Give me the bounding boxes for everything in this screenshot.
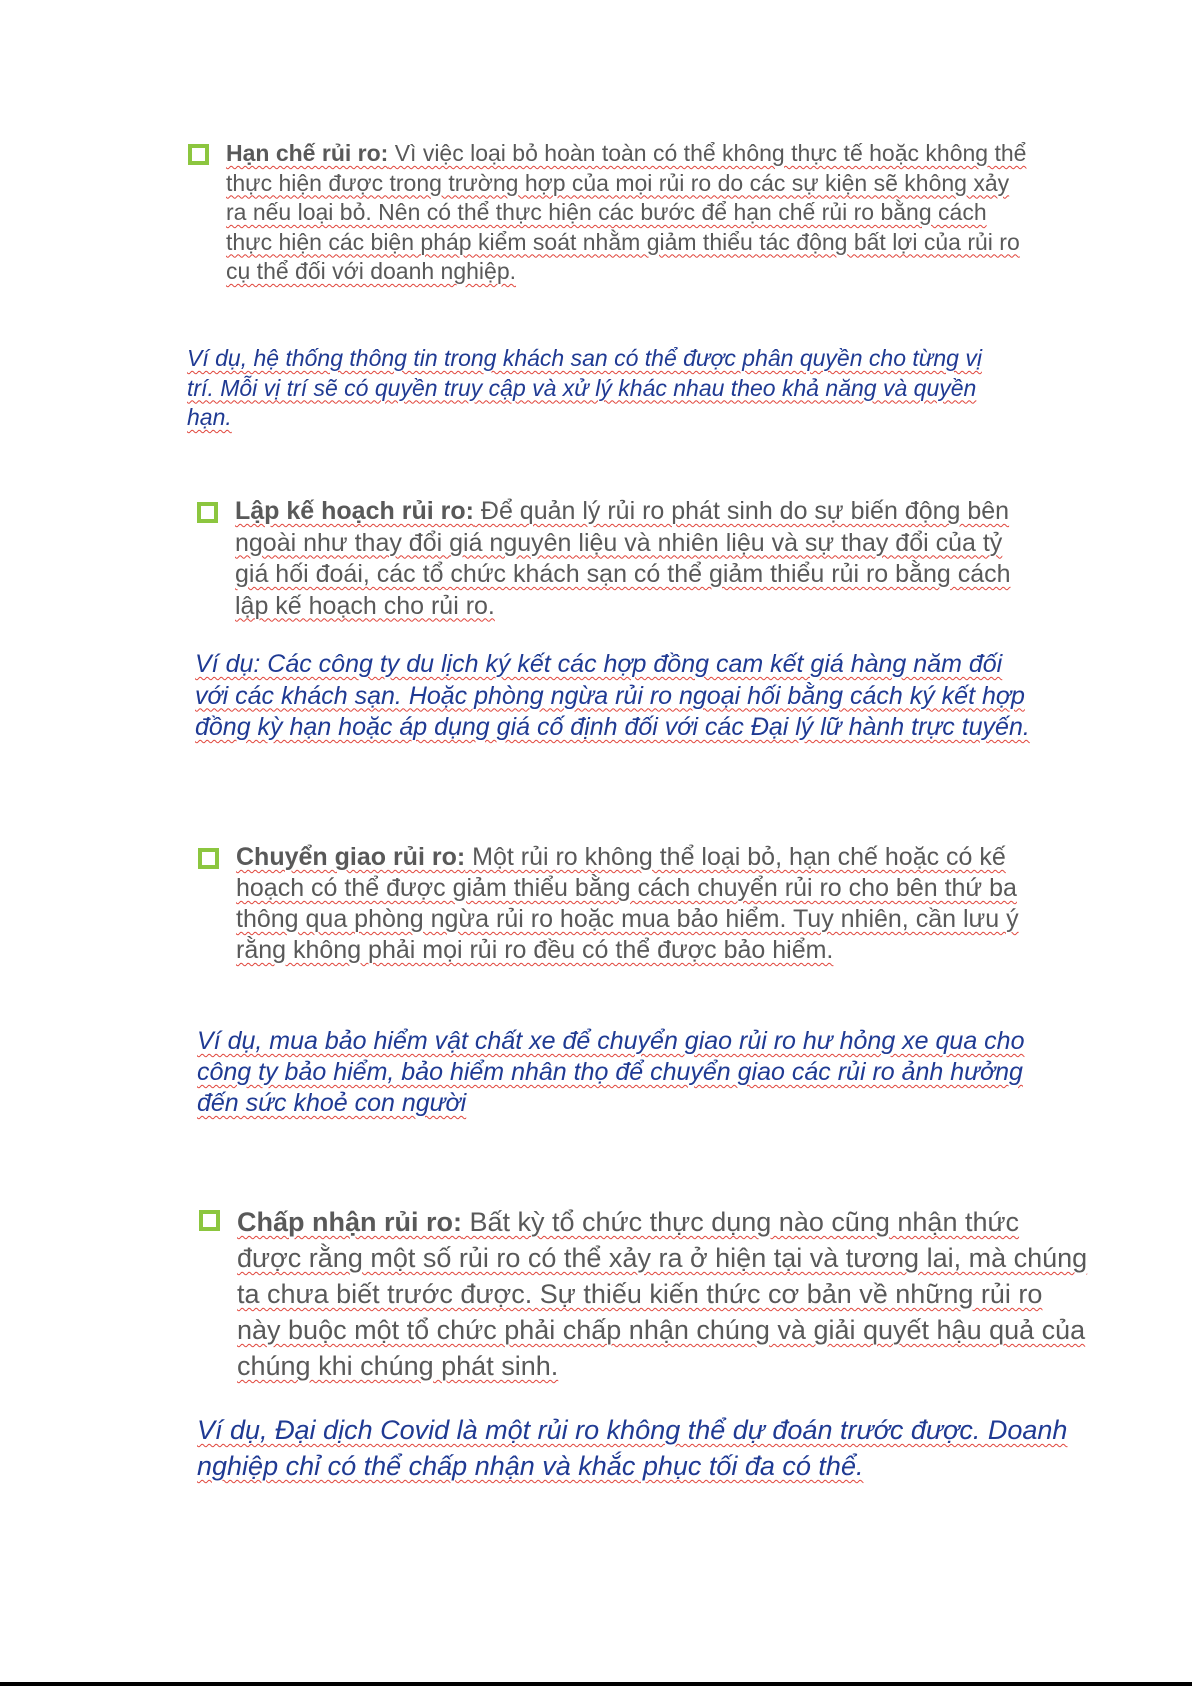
section-text: Một rủi ro không thể loại bỏ, hạn chế hoặc có kế hoạch có thể được giảm thiểu bằng cách chuyển rủi ro cho bên thứ ba thông qua phòng ngừa rủi ro hoặc mua bảo hiểm. Tuy nhiên, cần lưu ý rằng không phải mọi rủi ro đều có thể được bảo hiểm. (236, 843, 1019, 964)
section-term: Lập kế hoạch rủi ro: (235, 497, 474, 525)
section-text: Để quản lý rủi ro phát sinh do sự biến động bên ngoài như thay đổi giá nguyên liệu và nhiên liệu và sự thay đổi của tỷ giá hối đoái, các tổ chức khách sạn có thể giảm thiểu rủi ro bằng cách lập kế hoạch cho rủi ro. (235, 497, 1011, 620)
square-bullet-icon (199, 1210, 220, 1231)
section-risk-transfer (198, 842, 1038, 966)
section-example: Ví dụ, Đại dịch Covid là một rủi ro không thể dự đoán trước được. Doanh nghiệp chỉ có thể chấp nhận và khắc phục tối đa có thể. (197, 1415, 1068, 1481)
section-risk-planning (197, 496, 1037, 622)
section-term: Hạn chế rủi ro: (226, 140, 389, 166)
section-text: Bất kỳ tổ chức thực dụng nào cũng nhận thức được rằng một số rủi ro có thể xảy ra ở hiện tại và tương lai, mà chúng ta chưa biết trước được. Sự thiếu kiến thức cơ bản về những rủi ro này buộc một tổ chức phải chấp nhận chúng và giải quyết hậu quả của chúng khi chúng phát sinh. (237, 1207, 1088, 1381)
page-bottom-border (0, 1682, 1192, 1686)
section-term: Chuyển giao rủi ro: (236, 843, 466, 871)
square-bullet-icon (198, 848, 219, 869)
section-risk-limitation (188, 139, 1028, 287)
section-term: Chấp nhận rủi ro: (237, 1207, 462, 1237)
section-paragraph (226, 139, 1028, 287)
section-paragraph (237, 1204, 1089, 1384)
square-bullet-icon (188, 144, 209, 165)
section-paragraph (236, 842, 1038, 966)
section-paragraph (235, 496, 1037, 622)
section-example: Ví dụ: Các công ty du lịch ký kết các hợp đồng cam kết giá hàng năm đối với các khách sạn. Hoặc phòng ngừa rủi ro ngoại hối bằng cách ký kết hợp đồng kỳ hạn hoặc áp dụng giá cố định đối với các Đại lý lữ hành trực tuyến. (195, 650, 1030, 741)
section-text: Vì việc loại bỏ hoàn toàn có thể không thực tế hoặc không thể thực hiện được trong trường hợp của mọi rủi ro do các sự kiện sẽ không xảy ra nếu loại bỏ. Nên có thể thực hiện các bước để hạn chế rủi ro bằng cách thực hiện các biện pháp kiểm soát nhằm giảm thiểu tác động bất lợi của rủi ro cụ thể đối với doanh nghiệp. (226, 140, 1027, 284)
section-example: Ví dụ, mua bảo hiểm vật chất xe để chuyển giao rủi ro hư hỏng xe qua cho công ty bảo hiểm, bảo hiểm nhân thọ để chuyển giao các rủi ro ảnh hưởng đến sức khoẻ con người (197, 1027, 1025, 1117)
square-bullet-icon (197, 502, 218, 523)
section-risk-acceptance (199, 1204, 1089, 1384)
section-example: Ví dụ, hệ thống thông tin trong khách san có thể được phân quyền cho từng vị trí. Mỗi vị trí sẽ có quyền truy cập và xử lý khác nhau theo khả năng và quyền hạn. (187, 345, 982, 430)
